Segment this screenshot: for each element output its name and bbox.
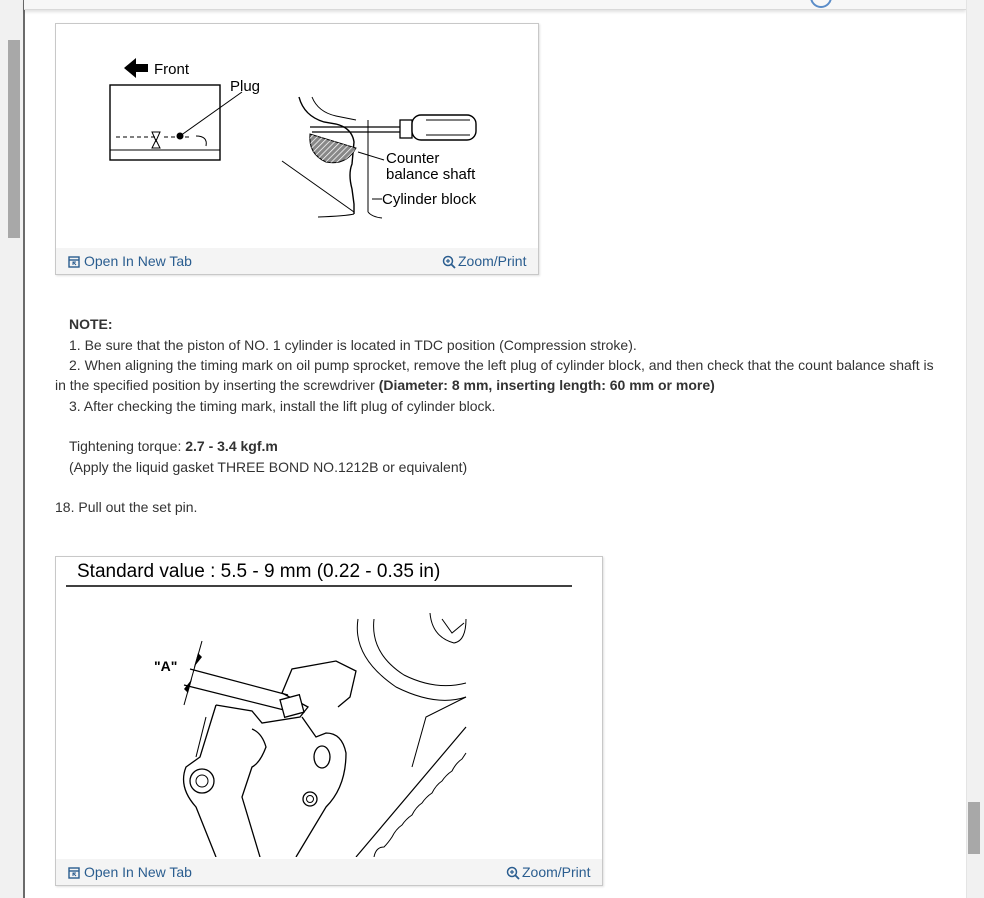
right-scrollbar-thumb[interactable] (968, 802, 980, 854)
note-line-3: 3. After checking the timing mark, install the lift plug of cylinder block. (69, 398, 496, 414)
front-label: Front (154, 61, 190, 78)
counter-label-2: balance shaft (386, 166, 476, 183)
note-line-2: 2. When aligning the timing mark on oil pump sprocket, remove the left plug of cylinder block, and then check that the count balance shaft is (69, 357, 934, 373)
gasket-note: (Apply the liquid gasket THREE BOND NO.1212B or equivalent) (69, 459, 468, 475)
torque-value: 2.7 - 3.4 kgf.m (185, 438, 278, 454)
open-tab-icon (68, 867, 80, 879)
standard-value-label: Standard value : 5.5 - 9 mm (0.22 - 0.35 in) (77, 561, 441, 582)
front-arrow-icon (124, 58, 148, 78)
tightening-torque: Tightening torque: 2.7 - 3.4 kgf.m (69, 438, 278, 454)
tensioner-diagram-illustration (56, 557, 602, 857)
zoom-icon (506, 866, 520, 880)
zoom-print-link[interactable]: Zoom/Print (442, 253, 526, 269)
user-icon[interactable] (810, 0, 832, 8)
note-heading: NOTE: (69, 316, 113, 332)
open-in-new-tab-link[interactable]: Open In New Tab (68, 253, 192, 269)
panel-divider (23, 0, 25, 898)
counter-label-1: Counter (386, 150, 440, 167)
right-scrollbar-track[interactable] (966, 0, 984, 898)
top-toolbar-edge (24, 0, 966, 10)
figure-toolbar (56, 248, 538, 274)
figure-tensioner-diagram (55, 556, 603, 886)
zoom-print-link[interactable]: Zoom/Print (506, 864, 590, 880)
note-line-1: 1. Be sure that the piston of NO. 1 cylinder is located in TDC position (Compression stroke). (69, 337, 637, 353)
note-line-2-cont: in the specified position by inserting the screwdriver (Diameter: 8 mm, inserting length: 60 mm or more) (55, 377, 715, 393)
screwdriver-spec: (Diameter: 8 mm, inserting length: 60 mm or more) (378, 377, 715, 393)
figure-toolbar (56, 859, 602, 885)
dimension-a-label: "A" (154, 658, 178, 674)
left-scrollbar-thumb[interactable] (8, 40, 20, 238)
open-tab-icon (68, 256, 80, 268)
plug-diagram-illustration (56, 24, 538, 246)
figure-plug-diagram (55, 23, 539, 275)
plug-label: Plug (230, 78, 261, 95)
step-18: 18. Pull out the set pin. (55, 499, 198, 515)
zoom-icon (442, 255, 456, 269)
open-in-new-tab-link[interactable]: Open In New Tab (68, 864, 192, 880)
cylinder-block-label: Cylinder block (382, 191, 477, 208)
